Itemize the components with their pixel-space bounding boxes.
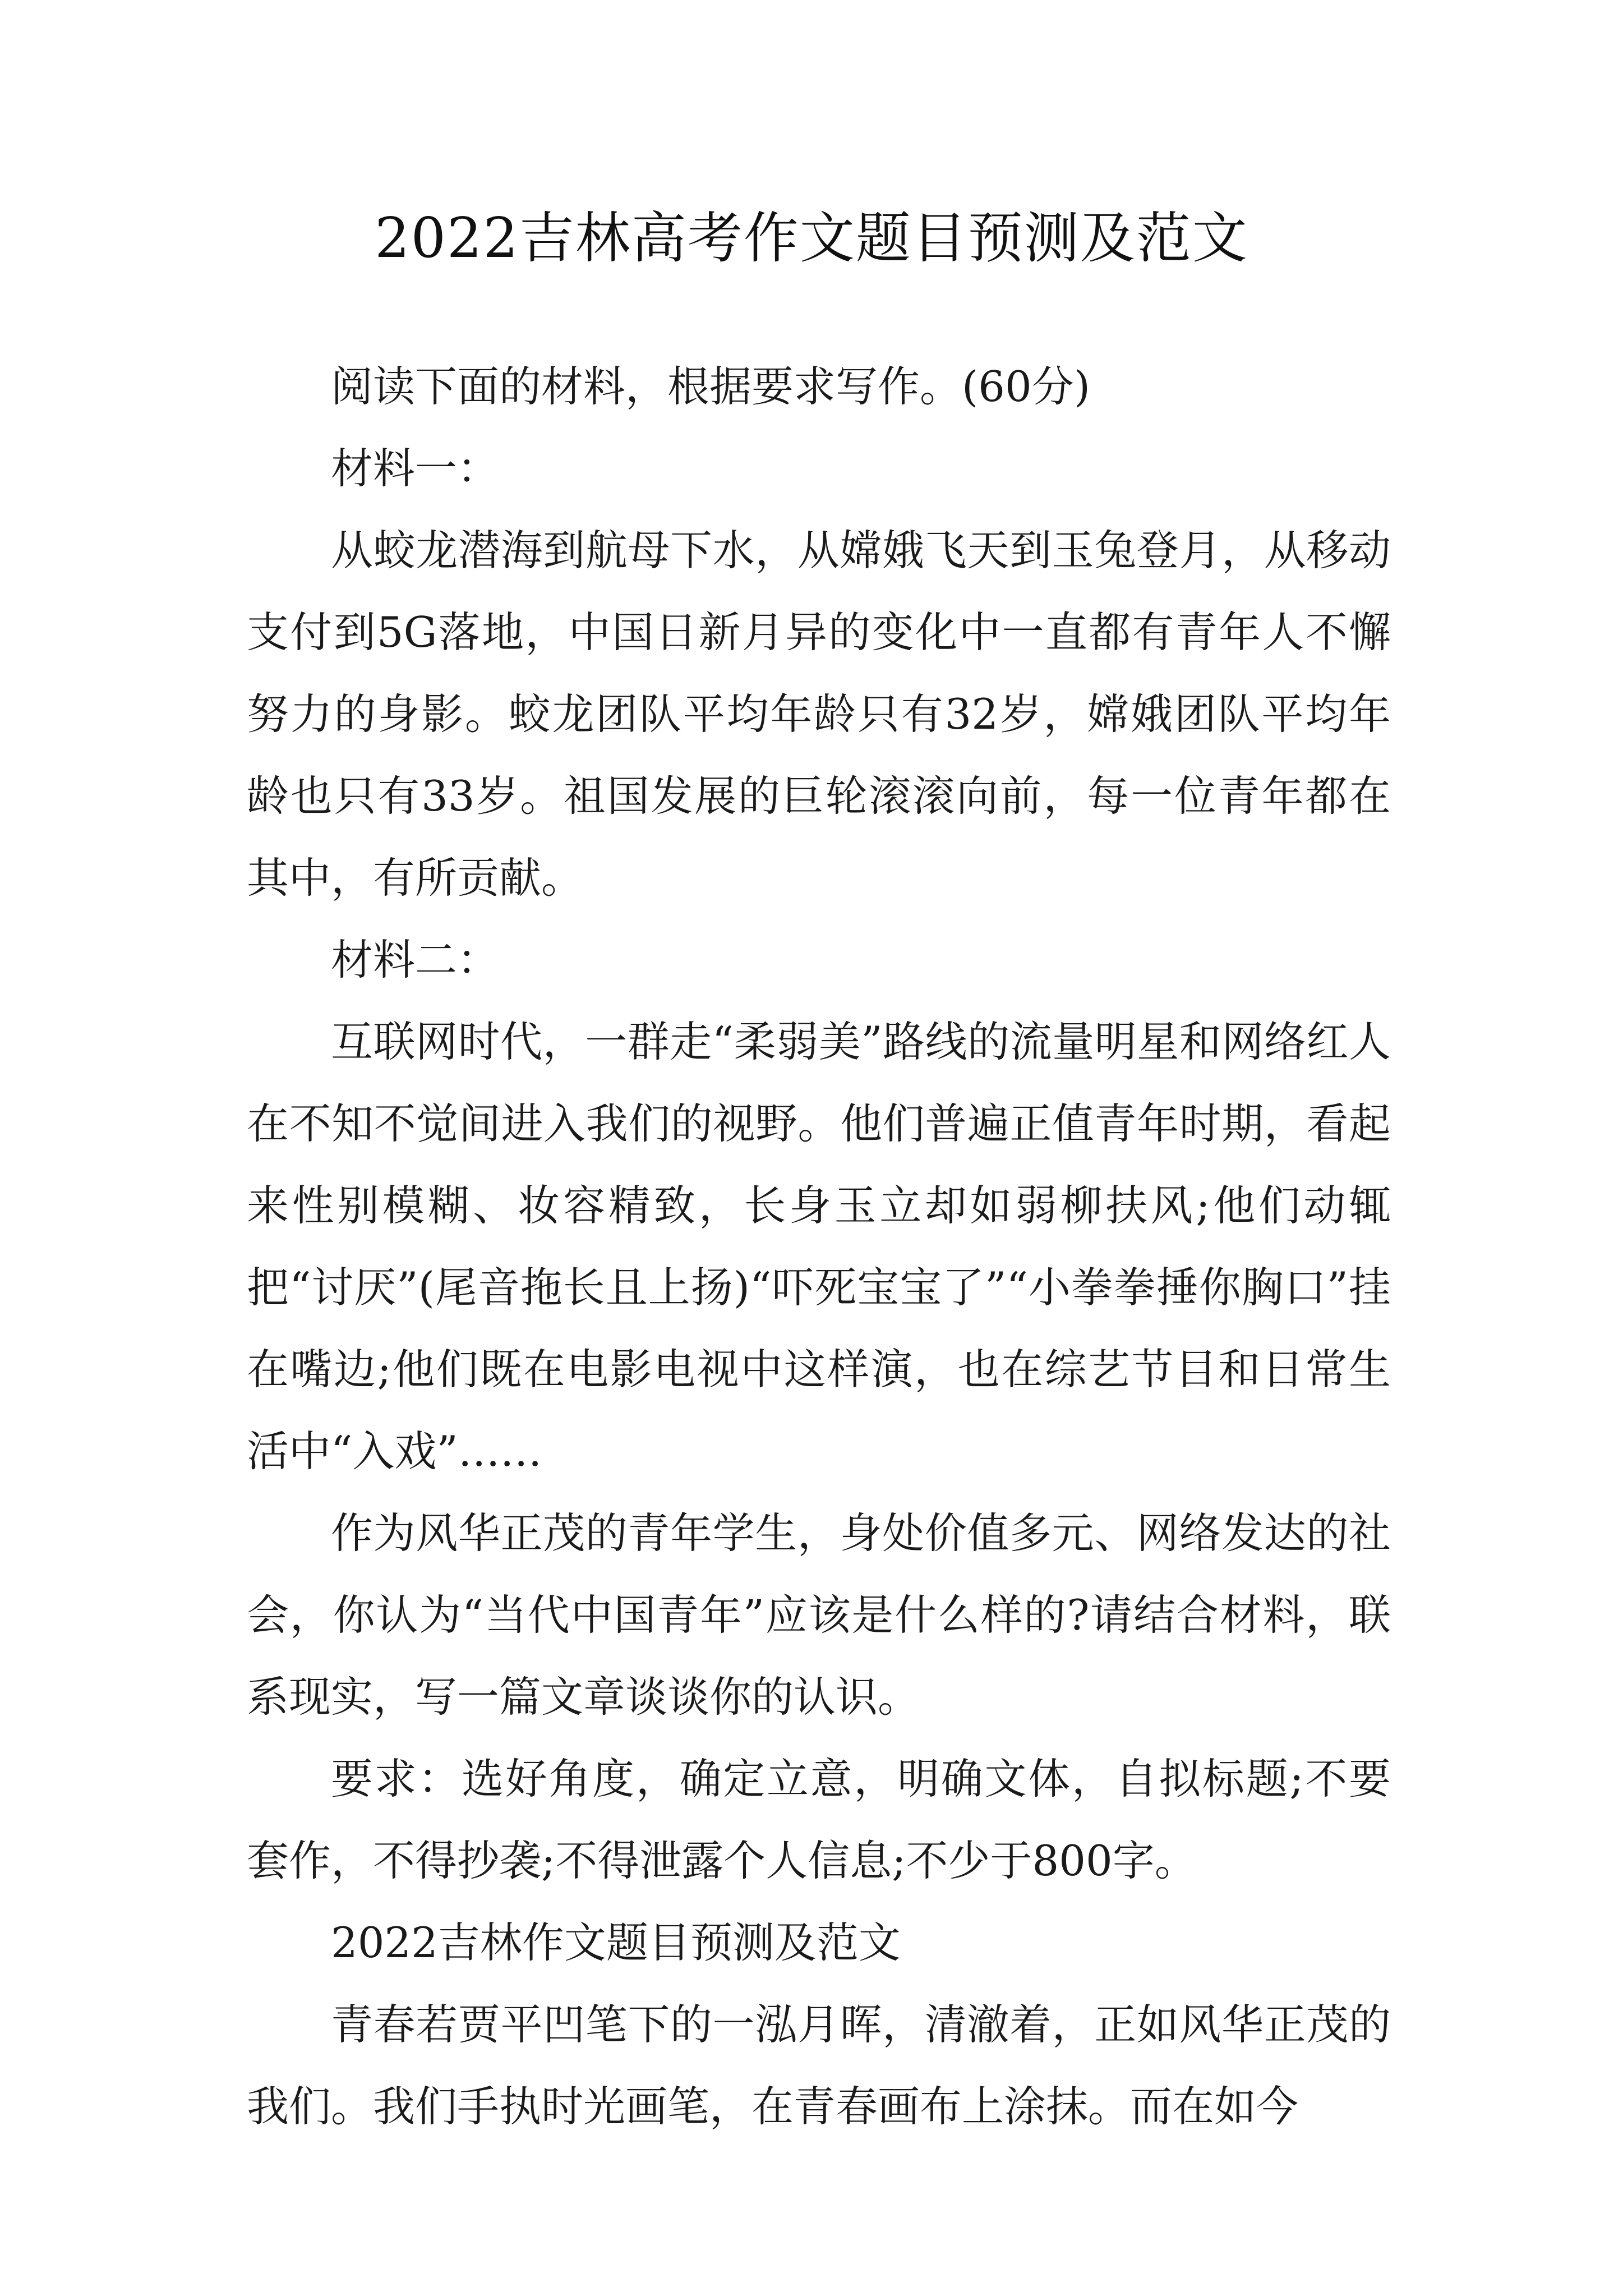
page-title: 2022吉林高考作文题目预测及范文 (375, 206, 1248, 270)
paragraph-requirements: 要求：选好角度，确定立意，明确文体，自拟标题;不要套作，不得抄袭;不得泄露个人信息;不少于800字。 (247, 1754, 1391, 1885)
paragraph-material-one: 从蛟龙潜海到航母下水，从嫦娥飞天到玉兔登月，从移动支付到5G落地，中国日新月异的变化中一直都有青年人不懈努力的身影。蛟龙团队平均年龄只有32岁，嫦娥团队平均年龄也只有33岁。祖国发展的巨轮滚滚向前，每一位青年都在其中，有所贡献。 (247, 526, 1391, 903)
paragraph-material-one-label: 材料一： (331, 444, 500, 493)
paragraph-instructions: 阅读下面的材料，根据要求写作。(60分) (331, 362, 1090, 411)
paragraph-sample-heading: 2022吉林作文题目预测及范文 (331, 1918, 901, 1967)
paragraph-material-two: 互联网时代，一群走“柔弱美”路线的流量明星和网络红人在不知不觉间进入我们的视野。他们普遍正值青年时期，看起来性别模糊、妆容精致，长身玉立却如弱柳扶风;他们动辄把“讨厌”(尾音拖长且上扬)“吓死宝宝了”“小拳拳捶你胸口”挂在嘴边;他们既在电影电视中这样演，也在综艺节目和日常生活中“入戏”…… (247, 1017, 1391, 1476)
paragraph-prompt: 作为风华正茂的青年学生，身处价值多元、网络发达的社会，你认为“当代中国青年”应该是什么样的?请结合材料，联系现实，写一篇文章谈谈你的认识。 (247, 1508, 1391, 1722)
paragraph-material-two-label: 材料二： (331, 935, 500, 984)
document-body (247, 346, 1391, 2147)
paragraph-sample-essay: 青春若贾平凹笔下的一泓月晖，清澈着，正如风华正茂的我们。我们手执时光画笔，在青春画布上涂抹。而在如今 (247, 2000, 1391, 2131)
